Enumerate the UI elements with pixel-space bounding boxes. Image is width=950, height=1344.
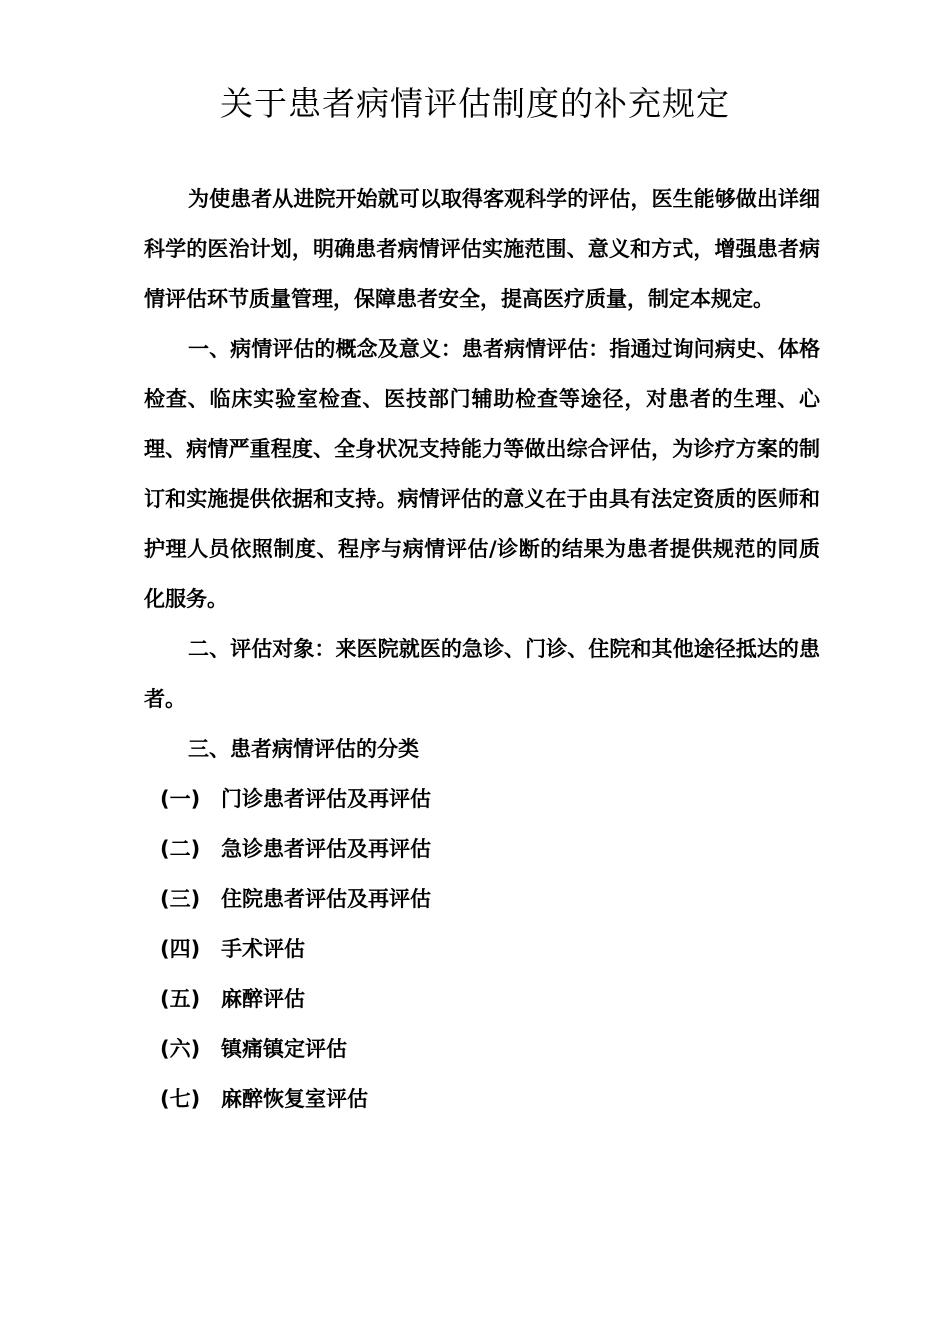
paragraph-intro: 为使患者从进院开始就可以取得客观科学的评估，医生能够做出详细科学的医治计划，明确患者病情评估实施范围、意义和方式，增强患者病情评估环节质量管理，保障患者安全，提高医疗质量，制定本规定。 — [144, 187, 820, 311]
paragraph-section-3: 三、患者病情评估的分类 — [188, 737, 419, 761]
list-item-number: (三) — [160, 887, 201, 911]
list-item-number: (一) — [160, 787, 201, 811]
list-item-text: 门诊患者评估及再评估 — [221, 787, 431, 811]
list-item-number: (六) — [160, 1037, 201, 1061]
paragraph-section-2: 二、评估对象：来医院就医的急诊、门诊、住院和其他途径抵达的患者。 — [144, 637, 820, 711]
paragraph-section-1: 一、病情评估的概念及意义：患者病情评估：指通过询问病史、体格检查、临床实验室检查、医技部门辅助检查等途径，对患者的生理、心理、病情严重程度、全身状况支持能力等做出综合评估，为诊疗方案的制订和实施提供依据和支持。病情评估的意义在于由具有法定资质的医师和护理人员依照制度、程序与病情评估/诊断的结果为患者提供规范的同质化服务。 — [144, 337, 820, 611]
list-item-number: (五) — [160, 987, 201, 1011]
list-item-number: (四) — [160, 937, 201, 961]
list-item — [144, 774, 820, 824]
list-item-text: 麻醉恢复室评估 — [221, 1087, 368, 1111]
document-body — [144, 174, 820, 1124]
list-item-number: (二) — [160, 837, 201, 861]
list-item — [144, 874, 820, 924]
list-item-text: 镇痛镇定评估 — [221, 1037, 347, 1061]
list-item — [144, 1024, 820, 1074]
category-list — [144, 774, 820, 1124]
list-item-text: 手术评估 — [221, 937, 305, 961]
list-item-text: 麻醉评估 — [221, 987, 305, 1011]
list-item — [144, 1074, 820, 1124]
document-title: 关于患者病情评估制度的补充规定 — [220, 84, 730, 123]
list-item-text: 住院患者评估及再评估 — [221, 887, 431, 911]
list-item-text: 急诊患者评估及再评估 — [221, 837, 431, 861]
list-item-number: (七) — [160, 1087, 201, 1111]
list-item — [144, 974, 820, 1024]
list-item — [144, 924, 820, 974]
list-item — [144, 824, 820, 874]
